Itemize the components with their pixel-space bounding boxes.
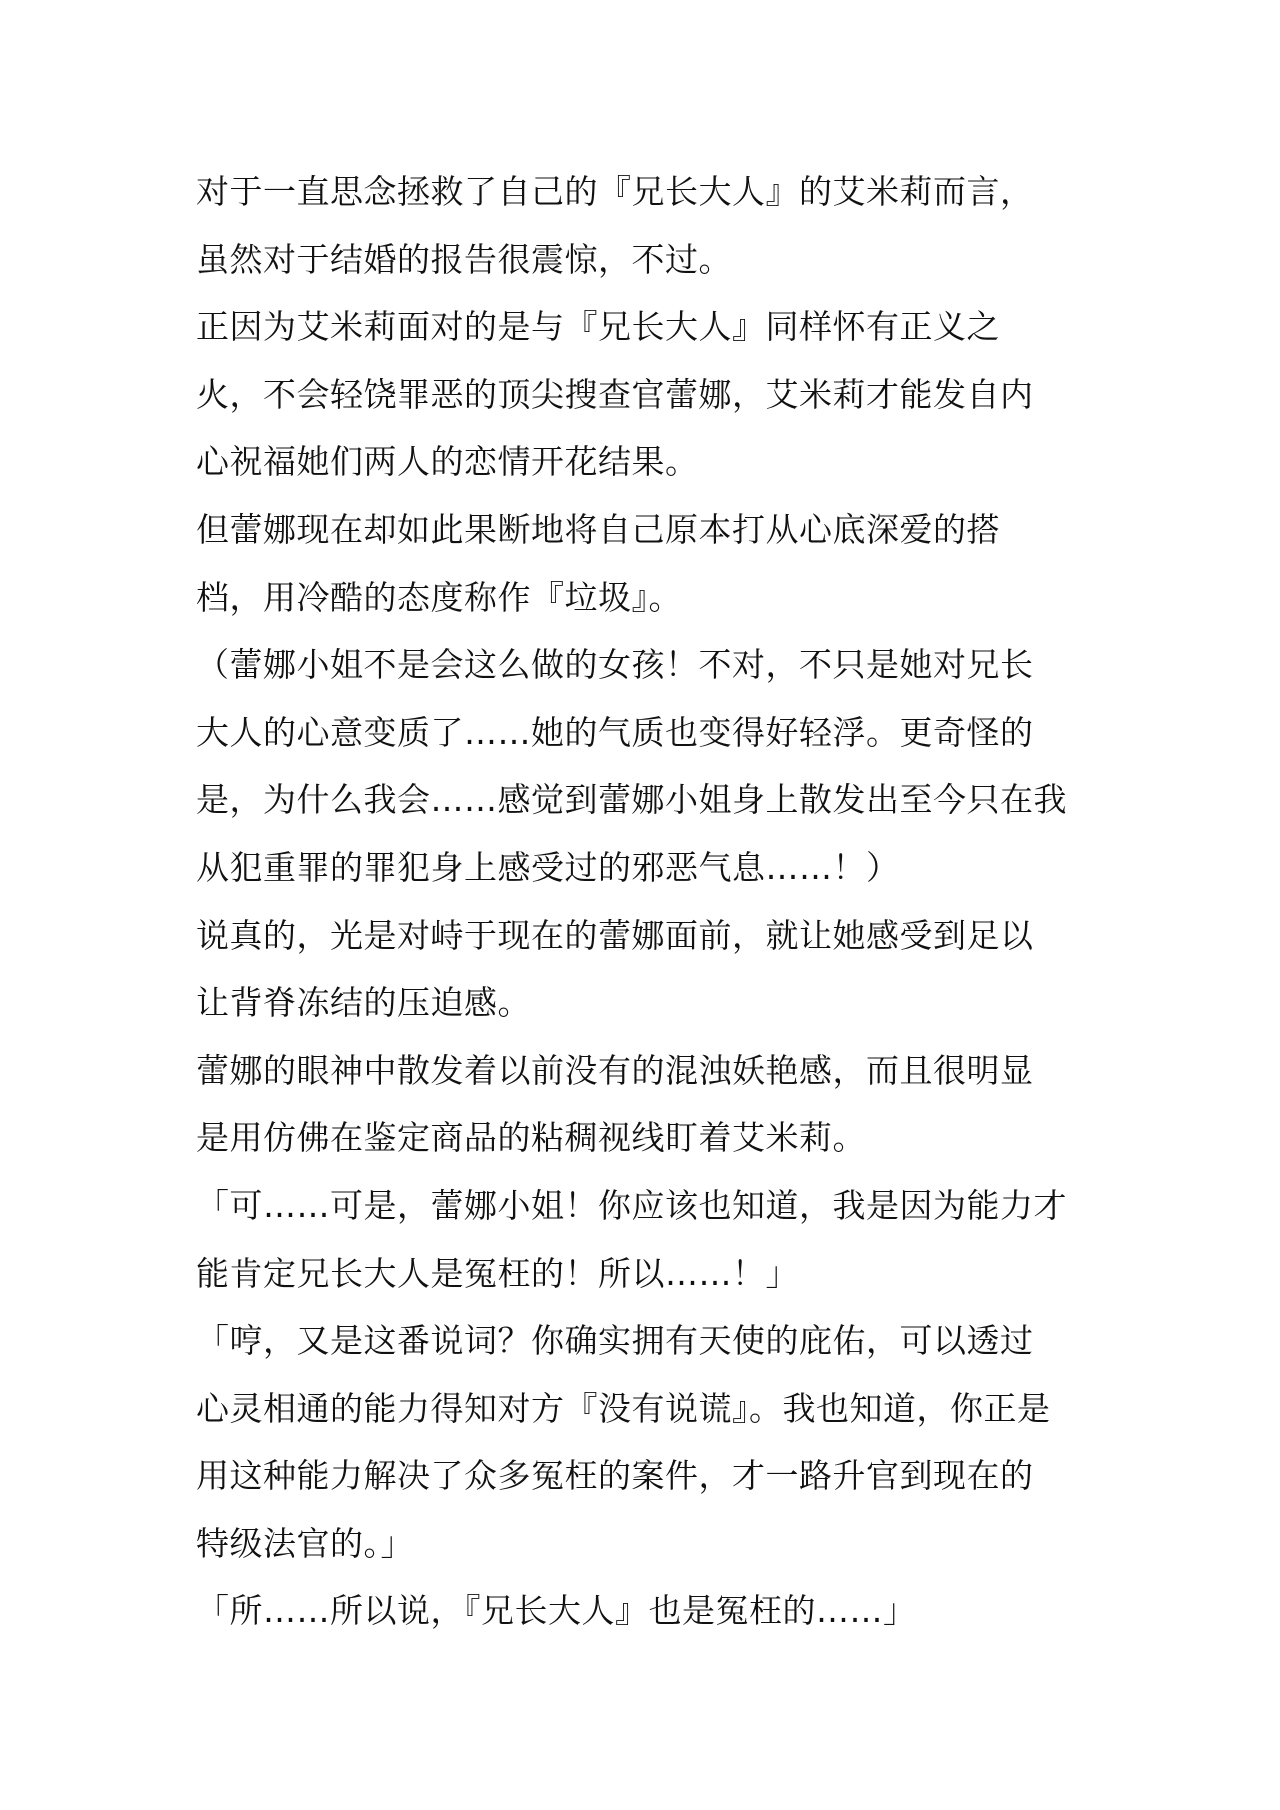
text-line: 正因为艾米莉面对的是与『兄长大人』同样怀有正义之 <box>196 307 1000 347</box>
text-line: 蕾娜的眼神中散发着以前没有的混浊妖艳感，而且很明显 <box>196 1050 1034 1090</box>
text-line: 是用仿佛在鉴定商品的粘稠视线盯着艾米莉。 <box>196 1118 866 1158</box>
text-line: 是，为什么我会……感觉到蕾娜小姐身上散发出至今只在我 <box>196 780 1067 820</box>
text-line: 让背脊冻结的压迫感。 <box>196 983 531 1023</box>
text-line: 从犯重罪的罪犯身上感受过的邪恶气息……！） <box>196 847 900 887</box>
text-line: 但蕾娜现在却如此果断地将自己原本打从心底深爱的搭 <box>196 509 1000 549</box>
text-line: 火，不会轻饶罪恶的顶尖搜查官蕾娜，艾米莉才能发自内 <box>196 374 1034 414</box>
text-line: （蕾娜小姐不是会这么做的女孩！不对，不只是她对兄长 <box>196 645 1034 685</box>
text-line: 说真的，光是对峙于现在的蕾娜面前，就让她感受到足以 <box>196 915 1034 955</box>
text-line: 能肯定兄长大人是冤枉的！所以……！」 <box>196 1253 799 1293</box>
text-line: 心祝福她们两人的恋情开花结果。 <box>196 442 699 482</box>
text-line: 用这种能力解决了众多冤枉的案件，才一路升官到现在的 <box>196 1456 1034 1496</box>
text-line: 对于一直思念拯救了自己的『兄长大人』的艾米莉而言， <box>196 172 1034 211</box>
body-text <box>196 158 1096 1645</box>
text-line: 心灵相通的能力得知对方『没有说谎』。我也知道，你正是 <box>196 1388 1051 1428</box>
text-line: 档，用冷酷的态度称作『垃圾』。 <box>196 577 682 617</box>
text-line: 「可……可是，蕾娜小姐！你应该也知道，我是因为能力才 <box>196 1185 1067 1225</box>
text-line: 特级法官的。」 <box>196 1523 414 1563</box>
text-line: 大人的心意变质了……她的气质也变得好轻浮。更奇怪的 <box>196 712 1034 752</box>
text-line: 「哼，又是这番说词？你确实拥有天使的庇佑，可以透过 <box>196 1321 1034 1361</box>
text-line: 「所……所以说，『兄长大人』也是冤枉的……」 <box>196 1591 917 1631</box>
text-line: 虽然对于结婚的报告很震惊，不过。 <box>196 239 732 279</box>
